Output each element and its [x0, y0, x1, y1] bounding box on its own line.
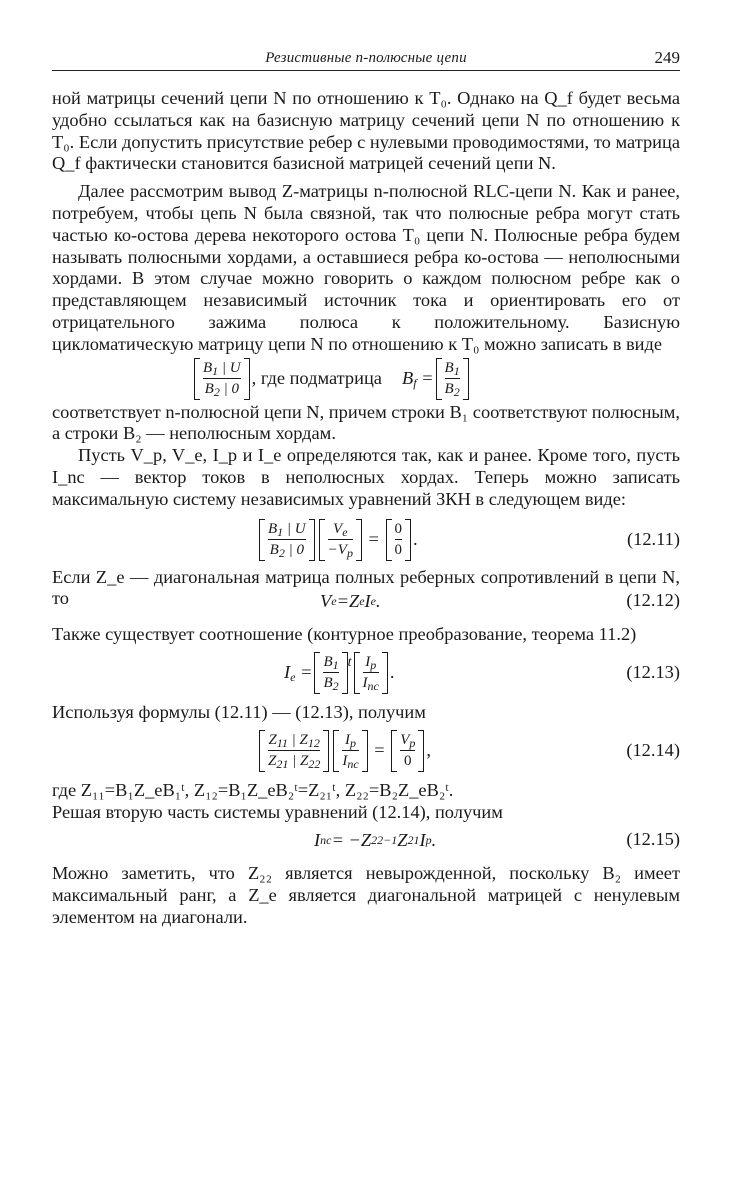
paragraph-7: Используя формулы (12.11) — (12.13), получим [52, 701, 426, 722]
paragraph-5: Если Z_e — диагональная матрица полных реберных сопротивлений в цепи N, то [52, 566, 680, 609]
paragraph-8: где Z₁₁=B₁Z_eB₁ᵗ, Z₁₂=B₁Z_eB₂ᵗ=Z₂₁ᵗ, Z₂₂=B₂Z_eB₂ᵗ. [52, 779, 454, 800]
equation-number-12-13: (12.13) [626, 661, 680, 682]
matrix-b-block: $B_1$ | U $B_2$ | 0 [194, 358, 250, 400]
equation-12-14: $Z_{11}$ | $Z_{12}$ $Z_{21}$ | $Z_{22}$ $I_p$ $I_{nc}$ = $V_p$ 0 , (12.14) [52, 728, 680, 774]
equation-number-12-11: (12.11) [627, 528, 680, 549]
equation-text-where-submatrix: , где подматрица [251, 368, 382, 389]
equation-12-15: I nc = −Z 22 −1 Z 21 I p . (12.15) [314, 829, 680, 850]
page-number: 249 [654, 48, 680, 67]
page-header [52, 48, 680, 71]
equation-cycle-matrix [52, 356, 680, 402]
equation-12-11: $B_1$ | U $B_2$ | 0 $V_e$ $-V_p$ = 0 0 . (12.11) [52, 517, 680, 563]
paragraph-2: Далее рассмотрим вывод Z-матрицы n-полюсной RLC-цепи N. Как и ранее, потребуем, чтобы цепь N была связной, так что полюсные ребра могут стать частью ко-остова дерева некоторого остова T₀ цепи N. Полюсные ребра будем называть полюсными хордами, а оставшиеся ребра ко-остова — неполюсными хордами. В этом случае можно говорить о каждом полюсном ребре как о представляющем независимый источник тока и ориентировать его от отрицательного зажима полюса к положительному. Базисную цикломатическую матрицу цепи N по отношению к T₀ можно записать в виде [52, 181, 680, 354]
paragraph-10: Можно заметить, что Z₂₂ является невырожденной, поскольку B₂ имеет максимальный ранг, а Z_e является диагональной матрицей с ненулевым элементом на диагонали. [52, 863, 680, 927]
equation-number-12-14: (12.14) [626, 739, 680, 760]
matrix-b1-b2: $B_1$ $B_2$ [436, 358, 469, 400]
paragraph-1: ной матрицы сечений цепи N по отношению к T₀. Однако на Q_f будет весьма удобно ссылаться как на базисную матрицу сечений цепи N по отношению к T₀. Если допустить присутствие ребер с нулевыми проводимостями, то матрица Q_f фактически становится базисной матрицей сечений цепи N. [52, 88, 680, 174]
equation-12-12: V e =Z e I e . (12.12) [320, 590, 680, 611]
equation-number-12-15: (12.15) [626, 829, 680, 850]
equation-number-12-12: (12.12) [626, 590, 680, 611]
page-body [52, 88, 680, 929]
running-head: Резистивные n-полюсные цепи [265, 50, 467, 66]
submatrix-bf: $B_f$ = [401, 368, 434, 391]
paragraph-4: Пусть V_p, V_e, I_p и I_e определяются так, как и ранее. Кроме того, пусть I_nc — вектор токов в неполюсных хордах. Теперь можно записать максимальную систему независимых уравнений ЗКН в следующем виде: [52, 445, 680, 509]
paragraph-6: Также существует соотношение (контурное преобразование, теорема 11.2) [52, 624, 637, 645]
paragraph-9: Решая вторую часть системы уравнений (12.14), получим [52, 801, 503, 822]
paragraph-3: соответствует n-полюсной цепи N, причем строки B₁ соответствуют полюсным, а строки B₂ — неполюсным хордам. [52, 401, 681, 444]
equation-12-13: $I_e$ = $B_1$ $B_2$ t $I_p$ $I_{nc}$ . (12.13) [284, 653, 680, 693]
